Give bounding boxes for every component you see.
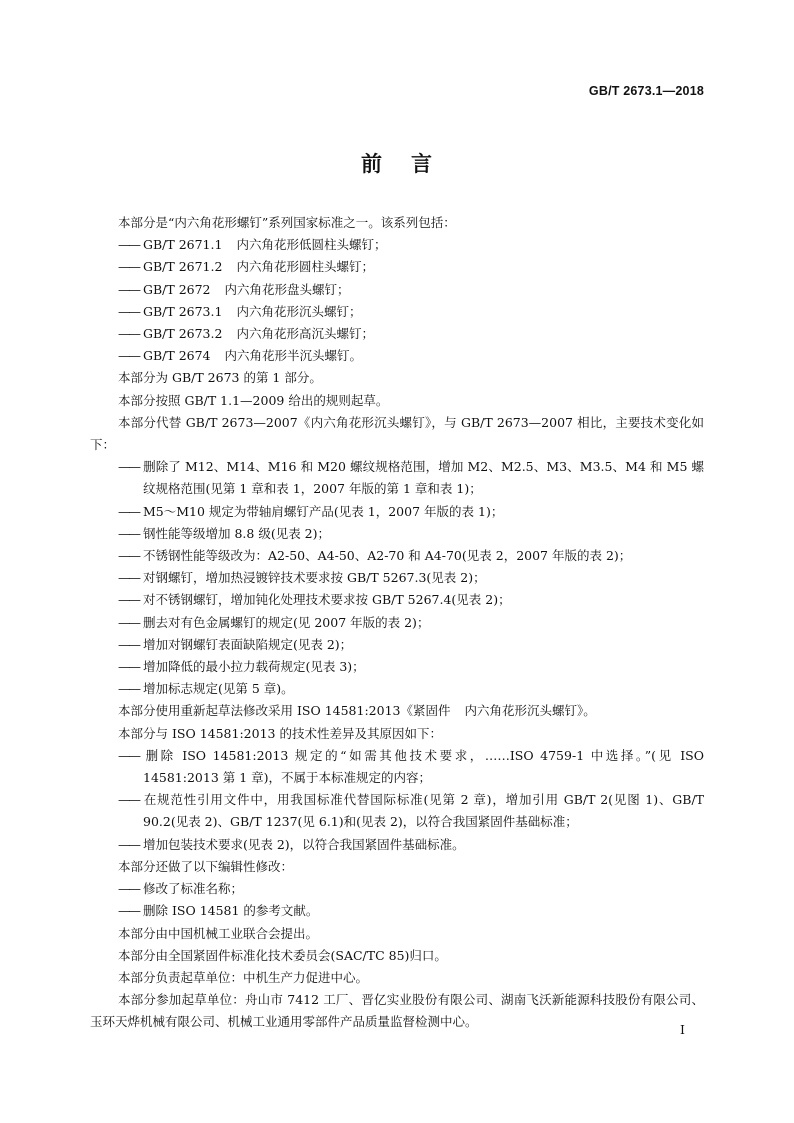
dash-marker: —— [118,681,139,697]
series-item [90,323,704,345]
change-item [90,634,704,656]
series-name: 内六角花形半沉头螺钉。 [224,348,363,364]
dash-marker: —— [118,592,139,608]
series-name: 内六角花形圆柱头螺钉； [236,259,374,275]
page-title-char-2: 言 [411,152,433,176]
editorial-text: 修改了标准名称； [143,881,244,897]
change-item [90,567,704,589]
change-item [90,678,704,700]
paragraph-iso-adoption [90,700,704,722]
paragraph-technical-differences: 本部分与 ISO 14581:2013 的技术性差异及其原因如下： [118,725,442,741]
page-title [0,148,794,178]
dash-marker: —— [118,281,139,297]
paragraph-proposed-by: 本部分由中国机械工业联合会提出。 [118,925,319,941]
paragraph-lead-drafter: 本部分负责起草单位：中机生产力促进中心。 [118,969,369,985]
dash-marker: —— [118,548,139,564]
series-item [90,345,704,367]
editorial-text: 删除 ISO 14581 的参考文献。 [143,903,319,919]
difference-item [90,789,704,833]
standard-code: GB/T 2673.1—2018 [588,84,704,98]
series-code: GB/T 2671.1 [143,237,223,253]
dash-marker: —— [118,525,139,541]
dash-marker: —— [118,903,139,919]
change-item [90,456,704,500]
dash-marker: —— [118,459,139,475]
editorial-item [90,900,704,922]
dash-marker: —— [118,326,139,342]
change-item [90,545,704,567]
dash-marker: —— [118,792,139,808]
iso-adoption-text-b: 内六角花形沉头螺钉》。 [464,703,596,719]
change-item [90,656,704,678]
series-code: GB/T 2671.2 [143,259,223,275]
series-item [90,279,704,301]
dash-marker: —— [118,237,139,253]
difference-item [90,745,704,789]
series-item [90,301,704,323]
difference-text: 在规范性引用文件中，用我国标准代替国际标准(见第 2 章)，增加引用 GB/T 2(见图 1)、GB/T 90.2(见表 2)、GB/T 1237(见 6.1)和(见表 2)，以符合我国紧固件基础标准； [143,792,704,830]
change-text: 增加标志规定(见第 5 章)。 [143,681,294,697]
change-text: 删去对有色金属螺钉的规定(见 2007 年版的表 2)； [143,614,430,630]
difference-text: 删除 ISO 14581:2013 规定的“如需其他技术要求，……ISO 4759-1 中选择。”(见 ISO 14581:2013 第 1 章)，不属于本标准规定的内容； [143,747,704,786]
series-code: GB/T 2672 [143,281,211,297]
change-text: M5～M10 规定为带轴肩螺钉产品(见表 1，2007 年版的表 1)； [143,503,504,519]
series-item [90,256,704,278]
editorial-item [90,878,704,900]
change-text: 增加降低的最小拉力载荷规定(见表 3)； [143,659,365,675]
paragraph-editorial-intro: 本部分还做了以下编辑性修改： [118,858,294,874]
change-text: 钢性能等级增加 8.8 级(见表 2)； [143,525,331,541]
dash-marker: —— [118,303,139,319]
paragraph-series-intro: 本部分是“内六角花形螺钉”系列国家标准之一。该系列包括： [118,215,456,230]
paragraph-replaces: 本部分代替 GB/T 2673—2007《内六角花形沉头螺钉》，与 GB/T 2673—2007 相比，主要技术变化如下： [90,414,704,453]
page-number: I [680,1022,685,1037]
series-code: GB/T 2674 [143,348,211,364]
foreword-body [90,212,704,1034]
change-text: 增加对钢螺钉表面缺陷规定(见表 2)； [143,636,353,652]
page-title-char-1: 前 [361,152,383,176]
dash-marker: —— [118,348,139,364]
change-text: 不锈钢性能等级改为：A2-50、A4-50、A2-70 和 A4-70(见表 2，2007 年版的表 2)； [143,548,632,564]
dash-marker: —— [118,503,139,519]
dash-marker: —— [118,570,139,586]
dash-marker: —— [118,747,139,763]
change-text: 删除了 M12、M14、M16 和 M20 螺纹规格范围，增加 M2、M2.5、M3、M3.5、M4 和 M5 螺纹规格范围(见第 1 章和表 1，2007 年版的第 1 章和表 1)； [143,459,704,497]
paragraph-drafting-rules: 本部分按照 GB/T 1.1—2009 给出的规则起草。 [118,392,389,408]
change-text: 对不锈钢螺钉，增加钝化处理技术要求按 GB/T 5267.4(见表 2)； [143,592,511,608]
series-code: GB/T 2673.1 [143,303,223,319]
change-item [90,589,704,611]
dash-marker: —— [118,659,139,675]
dash-marker: —— [118,636,139,652]
series-name: 内六角花形高沉头螺钉； [236,326,374,342]
series-item [90,234,704,256]
difference-item [90,834,704,856]
dash-marker: —— [118,836,139,852]
iso-adoption-text-a: 本部分使用重新起草法修改采用 ISO 14581:2013《紧固件 [118,703,451,719]
difference-text: 增加包装技术要求(见表 2)，以符合我国紧固件基础标准。 [143,836,465,852]
change-text: 对钢螺钉，增加热浸镀锌技术要求按 GB/T 5267.3(见表 2)； [143,570,486,586]
change-item [90,501,704,523]
paragraph-administered-by: 本部分由全国紧固件标准化技术委员会(SAC/TC 85)归口。 [118,947,447,963]
series-name: 内六角花形盘头螺钉； [224,281,350,297]
change-item [90,523,704,545]
series-name: 内六角花形沉头螺钉； [236,303,362,319]
dash-marker: —— [118,614,139,630]
paragraph-part-number: 本部分为 GB/T 2673 的第 1 部分。 [118,370,322,386]
paragraph-participating-drafters: 本部分参加起草单位：舟山市 7412 工厂、晋亿实业股份有限公司、湖南飞沃新能源科技股份有限公司、玉环天烨机械有限公司、机械工业通用零部件产品质量监督检测中心。 [90,992,704,1030]
series-name: 内六角花形低圆柱头螺钉； [236,237,387,253]
dash-marker: —— [118,881,139,897]
series-code: GB/T 2673.2 [143,326,223,342]
dash-marker: —— [118,259,139,275]
change-item [90,612,704,634]
